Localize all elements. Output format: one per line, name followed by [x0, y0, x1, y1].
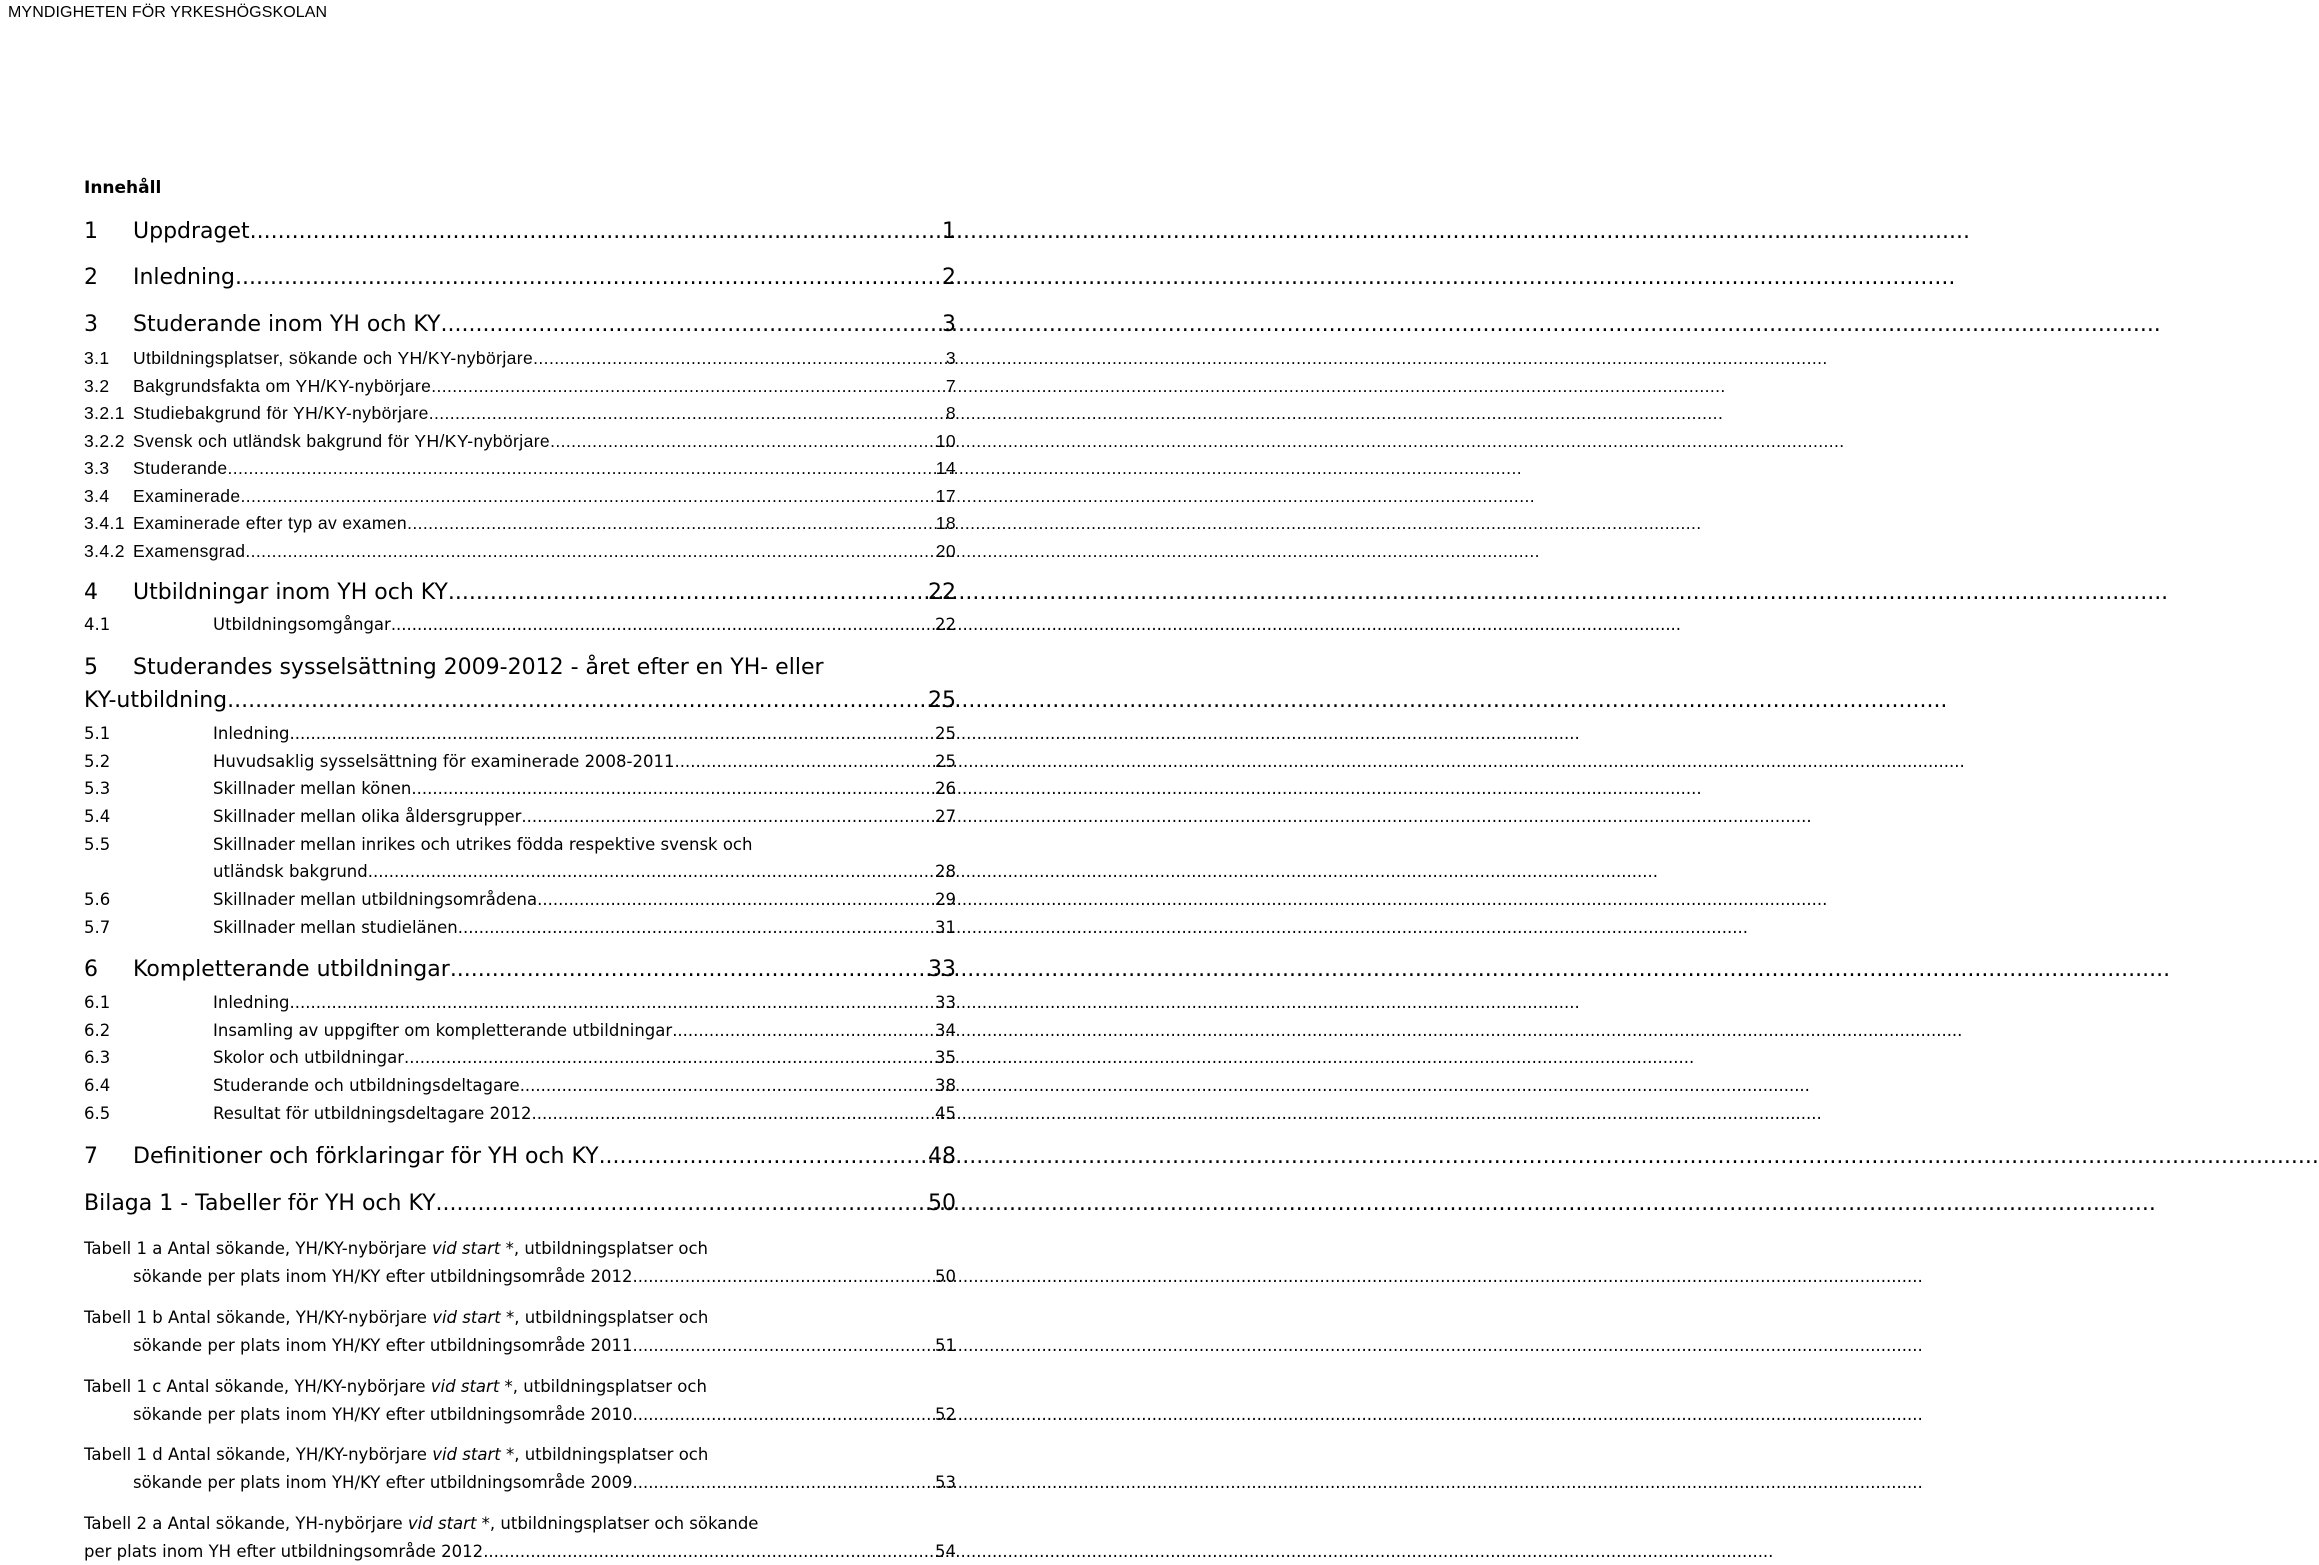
toc-entry-2[interactable]: [84, 265, 956, 290]
toc-table-2a-line1[interactable]: [84, 1514, 956, 1533]
toc-entry-page: 17: [935, 486, 956, 506]
toc-entry-title: Skillnader mellan könen: [213, 779, 412, 798]
toc-entry-5-5-line1[interactable]: [84, 835, 956, 854]
toc-table-1c-line1[interactable]: [84, 1377, 956, 1396]
table-entry-text: *, utbildningsplatser och: [500, 1308, 709, 1327]
dot-leader: [391, 615, 932, 634]
toc-entry-5-2[interactable]: [84, 752, 956, 771]
toc-entry-page: 25: [928, 688, 956, 713]
toc-entry-number: 6.3: [84, 1048, 111, 1067]
dot-leader: [250, 219, 939, 244]
toc-table-1a[interactable]: [133, 1267, 956, 1286]
dot-leader: [632, 1473, 932, 1492]
toc-entry-number: 3.3: [84, 458, 110, 478]
toc-entry-5-4[interactable]: [84, 807, 956, 826]
toc-entry-number: 3.4.1: [84, 513, 125, 533]
toc-entry-page: 48: [928, 1144, 956, 1169]
table-entry-text: Tabell 1 c Antal sökande, YH/KY-nybörjare: [84, 1377, 431, 1396]
dot-leader: [675, 752, 932, 771]
toc-entry-number: 3.4.2: [84, 541, 125, 561]
toc-entry-title: Studerande och utbildningsdeltagare: [213, 1076, 520, 1095]
toc-entry-title: Definitioner och förklaringar för YH och KY: [133, 1144, 599, 1169]
dot-leader: [436, 1191, 925, 1216]
toc-entry-title: per plats inom YH efter utbildningsområde 2012: [84, 1542, 484, 1561]
toc-entry-number: 5.5: [84, 835, 111, 854]
toc-entry-page: 38: [935, 1076, 956, 1095]
dot-leader: [290, 724, 932, 743]
toc-entry-title: Bilaga 1 - Tabeller för YH och KY: [84, 1191, 436, 1216]
toc-table-1c[interactable]: [133, 1405, 956, 1424]
toc-entry-number: 3.2.1: [84, 403, 125, 423]
toc-entry-5-5[interactable]: [213, 862, 956, 881]
toc-entry-page: 18: [935, 513, 956, 533]
toc-entry-title: sökande per plats inom YH/KY efter utbildningsområde 2011: [133, 1336, 633, 1355]
agency-header: MYNDIGHETEN FÖR YRKESHÖGSKOLAN: [8, 4, 328, 21]
dot-leader: [404, 1048, 932, 1067]
toc-entry-5-6[interactable]: [84, 890, 956, 909]
toc-entry-4[interactable]: [84, 580, 956, 605]
dot-leader: [241, 486, 933, 507]
toc-entry-3-1[interactable]: [84, 348, 956, 369]
dot-leader: [448, 580, 925, 605]
toc-entry-title: Huvudsaklig sysselsättning för examinerade 2008-2011: [213, 752, 675, 771]
toc-entry-number: 3.4: [84, 486, 110, 506]
dot-leader: [632, 1405, 932, 1424]
toc-entry-3-4-2[interactable]: [84, 541, 956, 562]
toc-entry-page: 31: [935, 918, 956, 937]
toc-entry-6-2[interactable]: [84, 1021, 956, 1040]
dot-leader: [521, 807, 932, 826]
toc-entry-title-line1: Studerandes sysselsättning 2009-2012 - året efter en YH- eller: [133, 655, 824, 680]
toc-entry-title: Skolor och utbildningar: [213, 1048, 405, 1067]
dot-leader: [368, 862, 932, 881]
table-entry-text: Tabell 1 a Antal sökande, YH/KY-nybörjare: [84, 1239, 432, 1258]
dot-leader: [520, 1076, 932, 1095]
dot-leader: [245, 541, 932, 562]
dot-leader: [533, 348, 943, 369]
dot-leader: [235, 265, 939, 290]
toc-entry-number: 3: [84, 312, 98, 337]
toc-entry-number: 5: [84, 655, 98, 680]
table-entry-text: *, utbildningsplatser och: [499, 1377, 707, 1396]
dot-leader: [450, 957, 925, 982]
toc-entry-7[interactable]: [84, 1144, 956, 1169]
toc-entry-page: 2: [942, 265, 956, 290]
toc-table-1a-line1[interactable]: [84, 1239, 956, 1258]
table-entry-emphasis: vid start: [432, 1445, 501, 1464]
toc-entry-1[interactable]: [84, 219, 956, 244]
toc-entry-title: Utbildningsplatser, sökande och YH/KY-nybörjare: [133, 348, 534, 368]
toc-entry-number: 5.2: [84, 752, 111, 771]
toc-entry-page: 20: [935, 541, 956, 561]
table-entry-text: Tabell 1 b Antal sökande, YH/KY-nybörjare: [84, 1308, 433, 1327]
toc-entry-number: 4.1: [84, 615, 111, 634]
dot-leader: [227, 688, 925, 713]
toc-entry-number: 5.3: [84, 779, 111, 798]
toc-entry-page: 28: [935, 862, 956, 881]
toc-entry-title: Inledning: [213, 993, 290, 1012]
toc-entry-title: Kompletterande utbildningar: [133, 957, 450, 982]
toc-entry-6-5[interactable]: [84, 1104, 956, 1123]
toc-entry-3-2[interactable]: [84, 376, 956, 397]
toc-entry-title: Examinerade efter typ av examen: [133, 513, 408, 533]
toc-entry-page: 27: [935, 807, 956, 826]
table-entry-emphasis: vid start: [407, 1514, 477, 1533]
toc-table-1d[interactable]: [133, 1473, 956, 1492]
toc-entry-title: Insamling av uppgifter om kompletterande utbildningar: [213, 1021, 673, 1040]
toc-entry-number: 6: [84, 957, 98, 982]
dot-leader: [458, 918, 932, 937]
toc-entry-4-1[interactable]: [84, 615, 956, 634]
toc-entry-3-4[interactable]: [84, 486, 956, 507]
table-of-contents: [84, 0, 956, 1565]
dot-leader: [431, 376, 943, 397]
toc-entry-5-1[interactable]: [84, 724, 956, 743]
dot-leader: [550, 431, 933, 452]
toc-entry-6-4[interactable]: [84, 1076, 956, 1095]
toc-entry-page: 1: [942, 219, 956, 244]
toc-entry-page: 52: [935, 1405, 956, 1424]
toc-entry-page: 26: [935, 779, 956, 798]
toc-entry-page: 22: [928, 580, 956, 605]
toc-entry-title: Skillnader mellan olika åldersgrupper: [213, 807, 522, 826]
toc-entry-5-3[interactable]: [84, 779, 956, 798]
toc-entry-title: Studiebakgrund för YH/KY-nybörjare: [133, 403, 429, 423]
toc-entry-title: Uppdraget: [133, 219, 250, 244]
toc-entry-bilaga-1[interactable]: [84, 1191, 956, 1216]
toc-entry-title: utländsk bakgrund: [213, 862, 368, 881]
toc-entry-title: Bakgrundsfakta om YH/KY-nybörjare: [133, 376, 432, 396]
toc-entry-title: Studerande: [133, 458, 228, 478]
dot-leader: [411, 779, 932, 798]
table-entry-text: Tabell 1 d Antal sökande, YH/KY-nybörjare: [84, 1445, 433, 1464]
toc-entry-number: 4: [84, 580, 98, 605]
toc-entry-page: 10: [935, 431, 956, 451]
toc-heading: Innehåll: [84, 178, 162, 198]
toc-entry-page: 45: [935, 1104, 956, 1123]
toc-entry-number: 6.4: [84, 1076, 111, 1095]
toc-entry-title: Examensgrad: [133, 541, 246, 561]
toc-entry-number: 5.4: [84, 807, 111, 826]
toc-entry-title: sökande per plats inom YH/KY efter utbildningsområde 2009: [133, 1473, 633, 1492]
table-entry-text: Tabell 2 a Antal sökande, YH-nybörjare: [84, 1514, 408, 1533]
toc-table-1d-line1[interactable]: [84, 1445, 956, 1464]
table-entry-text: *, utbildningsplatser och: [500, 1239, 708, 1258]
toc-entry-number: 3.1: [84, 348, 110, 368]
dot-leader: [290, 993, 932, 1012]
dot-leader: [429, 403, 943, 424]
toc-entry-page: 3: [945, 348, 956, 368]
toc-entry-number: 6.5: [84, 1104, 111, 1123]
dot-leader: [632, 1336, 932, 1355]
dot-leader: [672, 1021, 932, 1040]
toc-entry-page: 8: [945, 403, 956, 423]
toc-entry-page: 34: [935, 1021, 956, 1040]
toc-entry-page: 3: [942, 312, 956, 337]
toc-entry-title: KY-utbildning: [84, 688, 228, 713]
toc-entry-title: Inledning: [133, 265, 236, 290]
toc-entry-title: Utbildningar inom YH och KY: [133, 580, 448, 605]
dot-leader: [483, 1542, 932, 1561]
toc-entry-number: 6.1: [84, 993, 111, 1012]
toc-entry-5-line1[interactable]: [84, 655, 956, 680]
dot-leader: [440, 312, 939, 337]
table-entry-emphasis: vid start: [430, 1377, 500, 1396]
toc-entry-6-3[interactable]: [84, 1048, 956, 1067]
toc-entry-page: 53: [935, 1473, 956, 1492]
toc-entry-title: Svensk och utländsk bakgrund för YH/KY-nybörjare: [133, 431, 551, 451]
toc-entry-number: 5.1: [84, 724, 111, 743]
dot-leader: [632, 1267, 932, 1286]
toc-entry-page: 50: [928, 1191, 956, 1216]
toc-entry-title: Inledning: [213, 724, 290, 743]
toc-entry-6[interactable]: [84, 957, 956, 982]
toc-table-2a[interactable]: [84, 1542, 956, 1561]
dot-leader: [228, 458, 933, 479]
toc-entry-number: 5.7: [84, 918, 111, 937]
toc-entry-number: 1: [84, 219, 98, 244]
toc-entry-page: 7: [945, 376, 956, 396]
toc-entry-page: 54: [935, 1542, 956, 1561]
toc-entry-title-line1: Skillnader mellan inrikes och utrikes födda respektive svensk och: [213, 835, 753, 854]
toc-entry-title: Studerande inom YH och KY: [133, 312, 441, 337]
toc-table-1b-line1[interactable]: [84, 1308, 956, 1327]
dot-leader: [407, 513, 933, 534]
toc-entry-page: 25: [935, 724, 956, 743]
toc-entry-page: 29: [935, 890, 956, 909]
toc-entry-number: 2: [84, 265, 98, 290]
toc-entry-3-4-1[interactable]: [84, 513, 956, 534]
toc-entry-5-7[interactable]: [84, 918, 956, 937]
toc-entry-title: Resultat för utbildningsdeltagare 2012: [213, 1104, 532, 1123]
toc-entry-title: sökande per plats inom YH/KY efter utbildningsområde 2010: [133, 1405, 633, 1424]
toc-entry-3-2-2[interactable]: [84, 431, 956, 452]
toc-entry-title: Skillnader mellan studielänen: [213, 918, 458, 937]
toc-entry-number: 5.6: [84, 890, 111, 909]
toc-entry-page: 22: [935, 615, 956, 634]
toc-entry-page: 35: [935, 1048, 956, 1067]
toc-entry-3-3[interactable]: [84, 458, 956, 479]
toc-entry-number: 3.2.2: [84, 431, 125, 451]
table-entry-text: *, utbildningsplatser och: [500, 1445, 709, 1464]
toc-entry-number: 3.2: [84, 376, 110, 396]
toc-entry-title: Examinerade: [133, 486, 241, 506]
toc-entry-number: 7: [84, 1144, 98, 1169]
table-entry-text: *, utbildningsplatser och sökande: [476, 1514, 759, 1533]
dot-leader: [532, 1104, 932, 1123]
toc-entry-6-1[interactable]: [84, 993, 956, 1012]
toc-entry-page: 33: [935, 993, 956, 1012]
table-entry-emphasis: vid start: [431, 1239, 501, 1258]
toc-entry-title: sökande per plats inom YH/KY efter utbildningsområde 2012: [133, 1267, 633, 1286]
dot-leader: [537, 890, 932, 909]
toc-entry-3[interactable]: [84, 312, 956, 337]
toc-entry-page: 14: [935, 458, 956, 478]
toc-entry-page: 50: [935, 1267, 956, 1286]
toc-entry-page: 33: [928, 957, 956, 982]
toc-entry-3-2-1[interactable]: [84, 403, 956, 424]
toc-entry-title: Skillnader mellan utbildningsområdena: [213, 890, 538, 909]
toc-entry-title: Utbildningsomgångar: [213, 615, 391, 634]
toc-entry-page: 25: [935, 752, 956, 771]
toc-entry-5[interactable]: [84, 688, 956, 713]
table-entry-emphasis: vid start: [432, 1308, 501, 1327]
toc-table-1b[interactable]: [133, 1336, 956, 1355]
dot-leader: [599, 1144, 925, 1169]
toc-entry-page: 51: [935, 1336, 956, 1355]
toc-entry-number: 6.2: [84, 1021, 111, 1040]
